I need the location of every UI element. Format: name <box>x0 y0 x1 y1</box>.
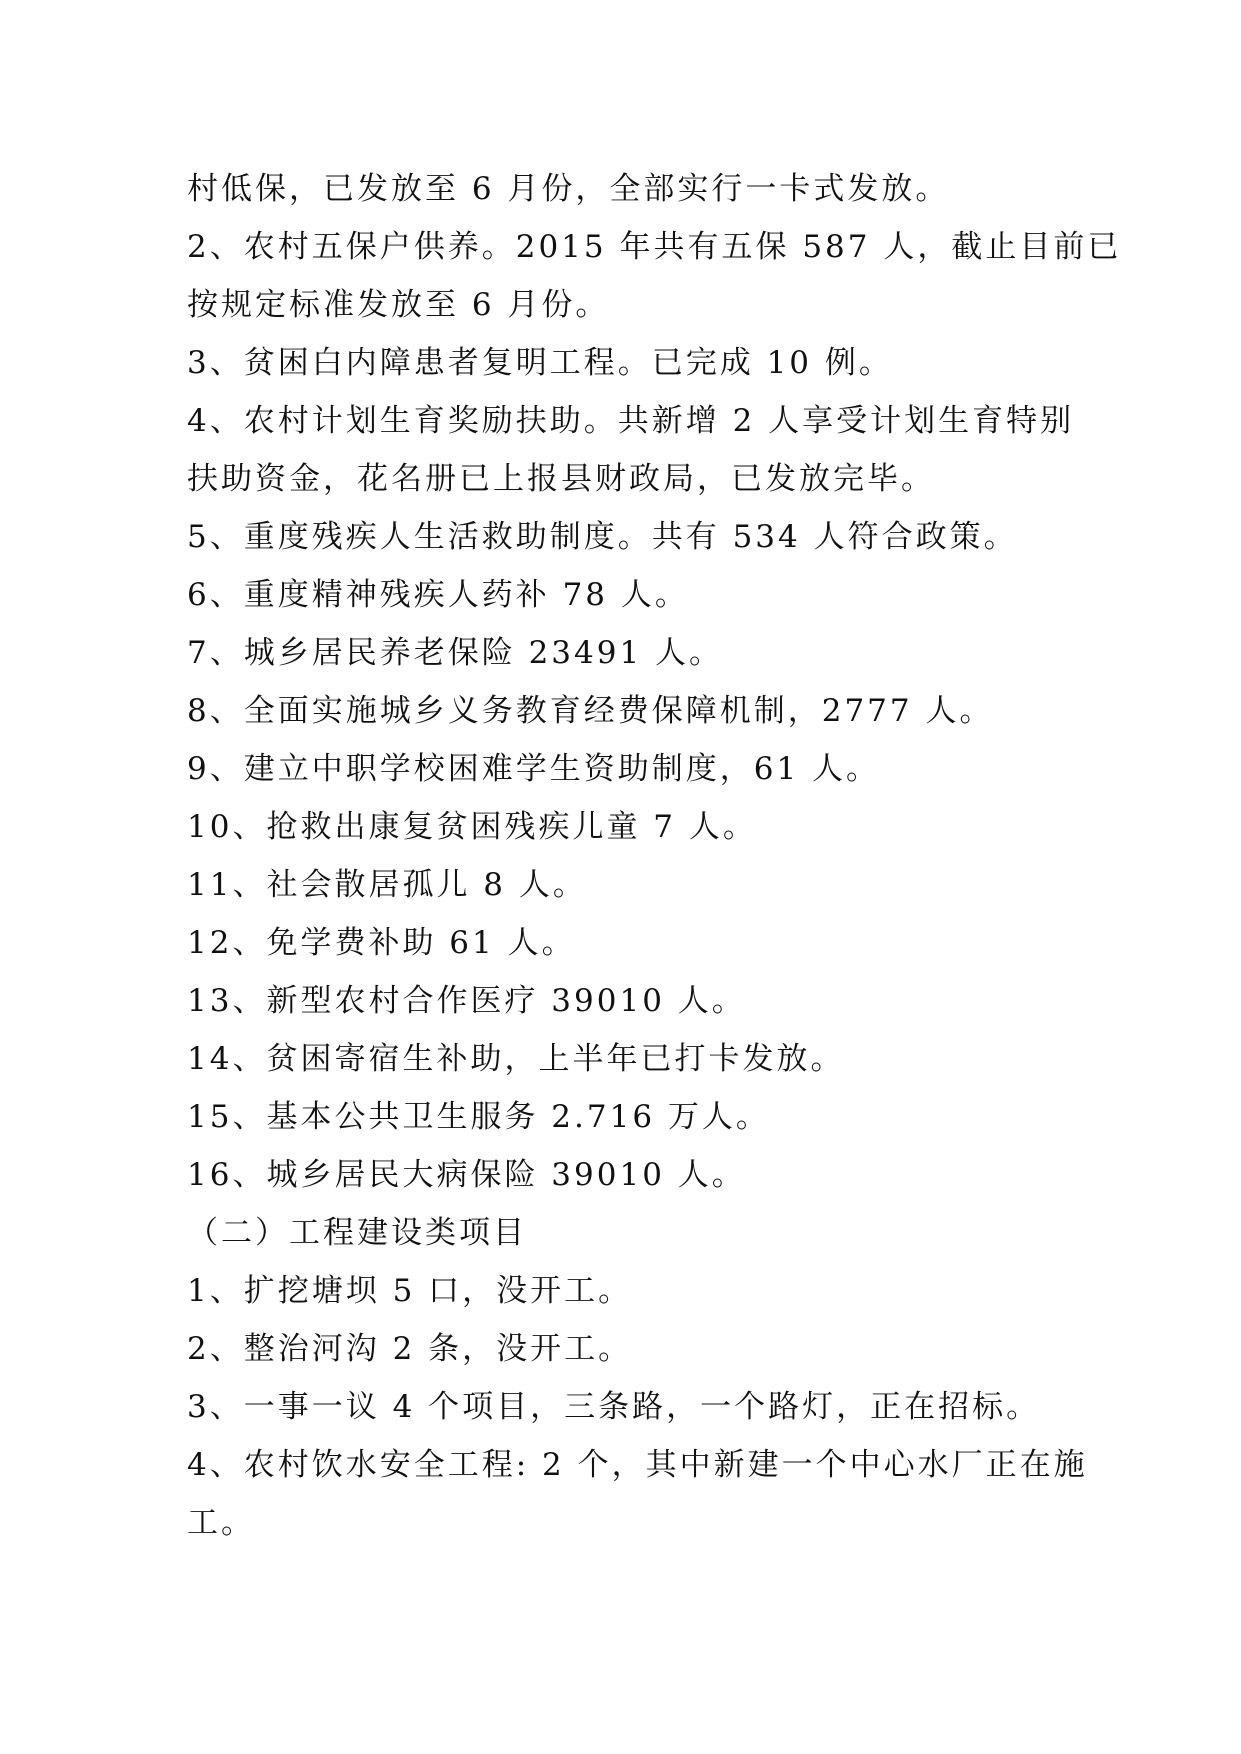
text-line-16: 14、贫困寄宿生补助，上半年已打卡发放。 <box>187 1041 845 1077</box>
text-line-10: 8、全面实施城乡义务教育经费保障机制，2777 人。 <box>187 693 994 729</box>
text-line-5: 4、农村计划生育奖励扶助。共新增 2 人享受计划生育特别 <box>187 403 1075 439</box>
text-line-22: 3、一事一议 4 个项目，三条路，一个路灯，正在招标。 <box>187 1389 1041 1425</box>
text-line-14: 12、免学费补助 61 人。 <box>187 925 576 961</box>
text-line-24: 工。 <box>187 1505 255 1541</box>
text-line-9: 7、城乡居民养老保险 23491 人。 <box>187 635 724 671</box>
text-line-20: 1、扩挖塘坝 5 口，没开工。 <box>187 1273 633 1309</box>
text-line-13: 11、社会散居孤儿 8 人。 <box>187 867 587 903</box>
text-line-2: 2、农村五保户供养。2015 年共有五保 587 人，截止目前已 <box>187 229 1122 265</box>
text-line-7: 5、重度残疾人生活救助制度。共有 534 人符合政策。 <box>187 519 1018 555</box>
document-body <box>187 160 1122 1552</box>
text-line-18: 16、城乡居民大病保险 39010 人。 <box>187 1157 746 1193</box>
text-line-21: 2、整治河沟 2 条，没开工。 <box>187 1331 633 1367</box>
text-line-3: 按规定标准发放至 6 月份。 <box>187 287 610 323</box>
text-line-11: 9、建立中职学校困难学生资助制度，61 人。 <box>187 751 881 787</box>
section-heading: （二）工程建设类项目 <box>187 1215 527 1251</box>
text-line-23: 4、农村饮水安全工程: 2 个，其中新建一个中心水厂正在施 <box>187 1447 1088 1483</box>
text-line-12: 10、抢救出康复贫困残疾儿童 7 人。 <box>187 809 757 845</box>
text-line-15: 13、新型农村合作医疗 39010 人。 <box>187 983 746 1019</box>
text-line-8: 6、重度精神残疾人药补 78 人。 <box>187 577 689 613</box>
text-line-17: 15、基本公共卫生服务 2.716 万人。 <box>187 1099 770 1135</box>
text-line-4: 3、贫困白内障患者复明工程。已完成 10 例。 <box>187 345 893 381</box>
text-line-6: 扶助资金，花名册已上报县财政局，已发放完毕。 <box>187 461 935 497</box>
text-line-1: 村低保，已发放至 6 月份，全部实行一卡式发放。 <box>187 171 950 207</box>
